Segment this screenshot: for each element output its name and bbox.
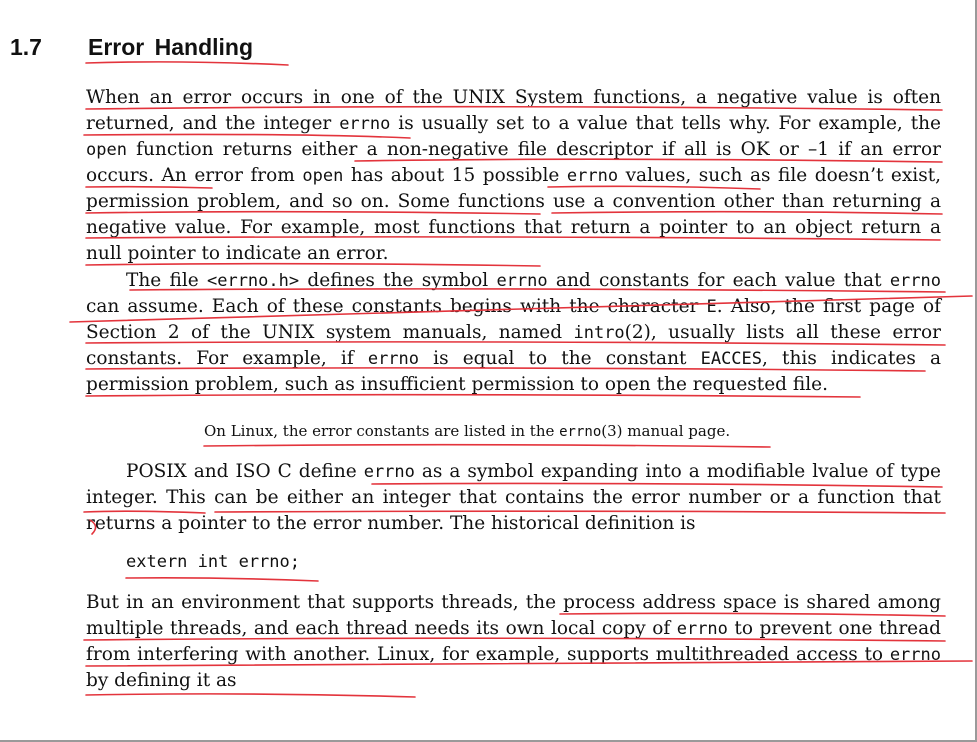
linux-note: On Linux, the error constants are listed in the errno(3) manual page. — [204, 422, 731, 440]
code-errno: errno — [363, 462, 415, 482]
code-errno: errno — [339, 114, 391, 134]
code-errno: errno — [367, 349, 420, 369]
code-errno: errno — [559, 424, 602, 440]
paragraph-4: But in an environment that supports threads, the process address space is shared among multiple threads, and each thread needs its own local copy of errno to prevent one thread from interfering with another. Linux, for example, supports multithreaded access to errno by defining it as — [86, 592, 941, 691]
paragraph-2: The file <errno.h> defines the symbol errno and constants for each value that errno can assume. Each of these constants begins with the character E. Also, the first page of Section 2 of the UNIX system manuals, named intro(2), usually lists all these error constants. For example, if errno is equal to the constant EACCES, this indicates a permission problem, such as insufficient permission to open the requested file. — [86, 270, 942, 395]
section-number: 1.7 — [10, 34, 42, 60]
paragraph-3: POSIX and ISO C define errno as a symbol expanding into a modifiable lvalue of type integer. This can be either an integer that contains the error number or a function that returns a pointer to the error number. The historical definition is — [86, 461, 941, 534]
code-EACCES: EACCES — [700, 349, 763, 369]
code-errno: errno — [566, 166, 619, 186]
paragraph-1: When an error occurs in one of the UNIX System functions, a negative value is often returned, and the integer errno is usually set to a value that tells why. For example, the open function returns either a non-negative file descriptor if all is OK or –1 if an error occurs. An error from open has about 15 possible errno values, such as file doesn’t exist, permission problem, and so on. Some functions use a convention other than returning a negative value. For example, most functions that return a pointer to an object return a null pointer to indicate an error. — [86, 87, 942, 264]
code-errno: errno — [889, 271, 941, 291]
code-errno: errno — [496, 271, 548, 291]
code-intro: intro — [573, 323, 625, 343]
code-errno: errno — [676, 619, 728, 639]
code-open: open — [86, 140, 127, 160]
code-open: open — [302, 166, 344, 186]
section-title: Error Handling — [88, 34, 254, 60]
code-errno: errno — [889, 645, 941, 665]
code-block: extern int errno; — [126, 552, 300, 572]
code-E: E — [706, 297, 717, 317]
code-errno-h: <errno.h> — [206, 271, 300, 291]
